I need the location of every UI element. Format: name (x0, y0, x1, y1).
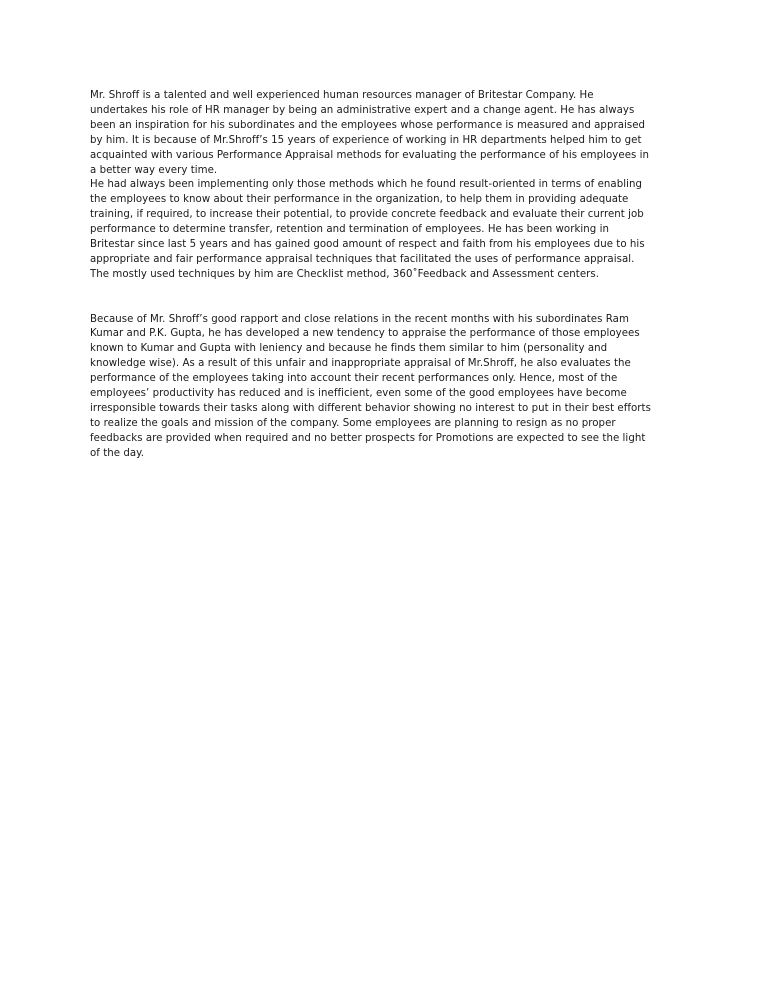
text-line: performance of the employees taking into account their recent performances only. Hence, most of the (90, 373, 618, 385)
text-line: The mostly used techniques by him are Checklist method, 360˚Feedback and Assessment centers. (90, 268, 600, 280)
text-line: acquainted with various Performance Appraisal methods for evaluating the performance of his employees in (90, 149, 650, 161)
text-line: the employees to know about their performance in the organization, to help them in providing adequate (90, 194, 629, 206)
text-line: knowledge wise). As a result of this unfair and inappropriate appraisal of Mr.Shroff, he also evaluates the (90, 358, 631, 370)
text-line: to realize the goals and mission of the company. Some employees are planning to resign as no proper (90, 417, 616, 429)
text-line: training, if required, to increase their potential, to provide concrete feedback and evaluate their current job (90, 209, 644, 221)
paragraph-spacer (90, 283, 690, 313)
text-line: undertakes his role of HR manager by being an administrative expert and a change agent. He has always (90, 104, 635, 116)
text-line: appropriate and fair performance appraisal techniques that facilitated the uses of performance appraisal. (90, 253, 635, 265)
text-line: He had always been implementing only those methods which he found result-oriented in terms of enabling (90, 179, 643, 191)
paragraph-2 (90, 178, 690, 282)
text-line: Mr. Shroff is a talented and well experienced human resources manager of Britestar Company. He (90, 90, 594, 101)
text-line: Kumar and P.K. Gupta, he has developed a new tendency to appraise the performance of those employees (90, 328, 640, 340)
text-line: known to Kumar and Gupta with leniency and because he finds them similar to him (personality and (90, 343, 608, 355)
text-line: by him. It is because of Mr.Shroff’s 15 years of experience of working in HR departments helped him to get (90, 134, 642, 146)
text-line: feedbacks are provided when required and no better prospects for Promotions are expected to see the light (90, 432, 646, 444)
paragraph-3 (90, 313, 690, 462)
text-line: of the day. (90, 447, 145, 459)
text-line: employees’ productivity has reduced and is inefficient, even some of the good employees have become (90, 388, 627, 400)
paragraph-1 (90, 89, 690, 178)
text-line: irresponsible towards their tasks along with different behavior showing no interest to put in their best efforts (90, 403, 651, 415)
text-line: Britestar since last 5 years and has gained good amount of respect and faith from his employees due to his (90, 239, 645, 251)
text-line: a better way every time. (90, 164, 218, 176)
text-line: Because of Mr. Shroff’s good rapport and close relations in the recent months with his subordinates Ram (90, 313, 629, 325)
document-body (90, 89, 690, 462)
text-line: been an inspiration for his subordinates and the employees whose performance is measured and appraised (90, 119, 646, 131)
text-line: performance to determine transfer, retention and termination of employees. He has been working in (90, 224, 609, 236)
